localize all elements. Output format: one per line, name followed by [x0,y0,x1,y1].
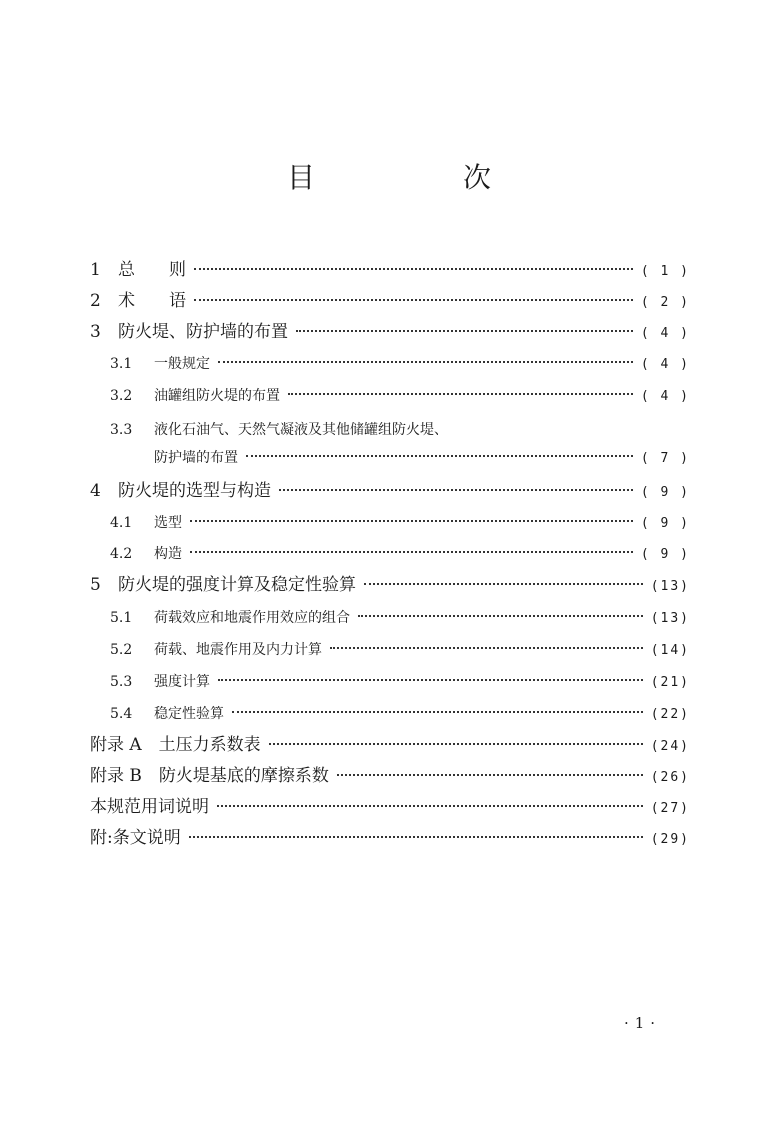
page-number: ·1· [624,1014,662,1032]
toc-entry-3-3[interactable] [110,416,550,444]
toc-entry-4[interactable] [90,477,690,505]
toc-number: 2 [90,291,101,311]
dot-leader [232,710,643,713]
toc-number: 5.3 [110,674,133,690]
toc-page: ( 4 ) [640,326,690,341]
dot-leader [194,298,633,301]
toc-title: 液化石油气、天然气凝液及其他储罐组防火堤、 [154,422,448,438]
toc-title: 构造 [154,546,182,562]
toc-title: 强度计算 [154,674,210,690]
toc-entry-3-3-cont[interactable] [154,444,690,472]
toc-entry-5-4[interactable] [110,700,690,728]
toc-title: 附录 A 土压力系数表 [90,735,261,755]
dot-leader [194,267,633,270]
toc-entry-3-1[interactable] [110,350,690,378]
toc-entry-appendix-b[interactable] [90,762,690,790]
dot-leader [288,392,633,395]
dot-leader [269,742,643,745]
toc-page: ( 1 ) [640,264,690,279]
toc-title: 选型 [154,515,182,531]
toc-title: 术 语 [118,291,186,311]
dot-leader [296,329,633,332]
toc-entry-3[interactable] [90,318,690,346]
toc-page: ( 7 ) [640,451,690,466]
toc-entry-2[interactable] [90,287,690,315]
toc-entry-wording[interactable] [90,793,690,821]
toc-number: 5.4 [110,706,133,722]
toc-number: 4 [90,481,101,501]
toc-title: 本规范用词说明 [90,797,209,817]
toc-title: 防火堤、防护墙的布置 [118,322,288,342]
toc-title: 荷载、地震作用及内力计算 [154,642,322,658]
toc-title: 稳定性验算 [154,706,224,722]
dot-leader [218,360,633,363]
toc-number: 3 [90,322,101,342]
toc-page: (22) [650,707,690,722]
toc-title: 防火堤的强度计算及稳定性验算 [118,575,356,595]
toc-number: 4.2 [110,546,133,562]
page-title: 目 次 [286,161,551,194]
toc-number: 4.1 [110,515,133,531]
toc-entry-5-2[interactable] [110,636,690,664]
toc-page: (27) [650,801,690,816]
toc-number: 5.2 [110,642,133,658]
toc-entry-3-2[interactable] [110,382,690,410]
toc-page: (14) [650,643,690,658]
dot-leader [217,804,643,807]
toc-title: 荷载效应和地震作用效应的组合 [154,610,350,626]
dot-leader [337,773,643,776]
dot-leader [358,614,643,617]
toc-page: ( 9 ) [640,547,690,562]
toc-title: 总 则 [118,260,186,280]
toc-number: 3.2 [110,388,133,404]
toc-entry-explanation[interactable] [90,824,690,852]
toc-page: (29) [650,832,690,847]
dot-leader [189,835,643,838]
toc-number: 5.1 [110,610,133,626]
toc-title: 油罐组防火堤的布置 [154,388,280,404]
toc-title: 附录 B 防火堤基底的摩擦系数 [90,766,329,786]
dot-leader [190,550,633,553]
toc-title: 防火堤的选型与构造 [118,481,271,501]
toc-entry-appendix-a[interactable] [90,731,690,759]
dot-leader [330,646,643,649]
dot-leader [364,582,643,585]
toc-entry-4-2[interactable] [110,540,690,568]
toc-page: (24) [650,739,690,754]
toc-title: 一般规定 [154,356,210,372]
toc-page: (13) [650,611,690,626]
dot-leader [190,519,633,522]
toc-entry-5-3[interactable] [110,668,690,696]
toc-page: (21) [650,675,690,690]
toc-page: ( 2 ) [640,295,690,310]
toc-page: ( 9 ) [640,485,690,500]
dot-leader [246,454,633,457]
toc-number: 3.3 [110,422,133,438]
toc-number: 1 [90,260,101,280]
toc-entry-5-1[interactable] [110,604,690,632]
toc-entry-1[interactable] [90,256,690,284]
toc-entry-4-1[interactable] [110,509,690,537]
toc-number: 3.1 [110,356,133,372]
toc-page: (26) [650,770,690,785]
toc-title-continued: 防护墙的布置 [154,450,238,466]
toc-number: 5 [90,575,101,595]
dot-leader [218,678,643,681]
toc-entry-5[interactable] [90,571,690,599]
toc-title: 附:条文说明 [90,828,181,848]
toc-page: (13) [650,579,690,594]
toc-page: ( 9 ) [640,516,690,531]
toc-page: ( 4 ) [640,389,690,404]
toc-page: ( 4 ) [640,357,690,372]
dot-leader [279,488,633,491]
